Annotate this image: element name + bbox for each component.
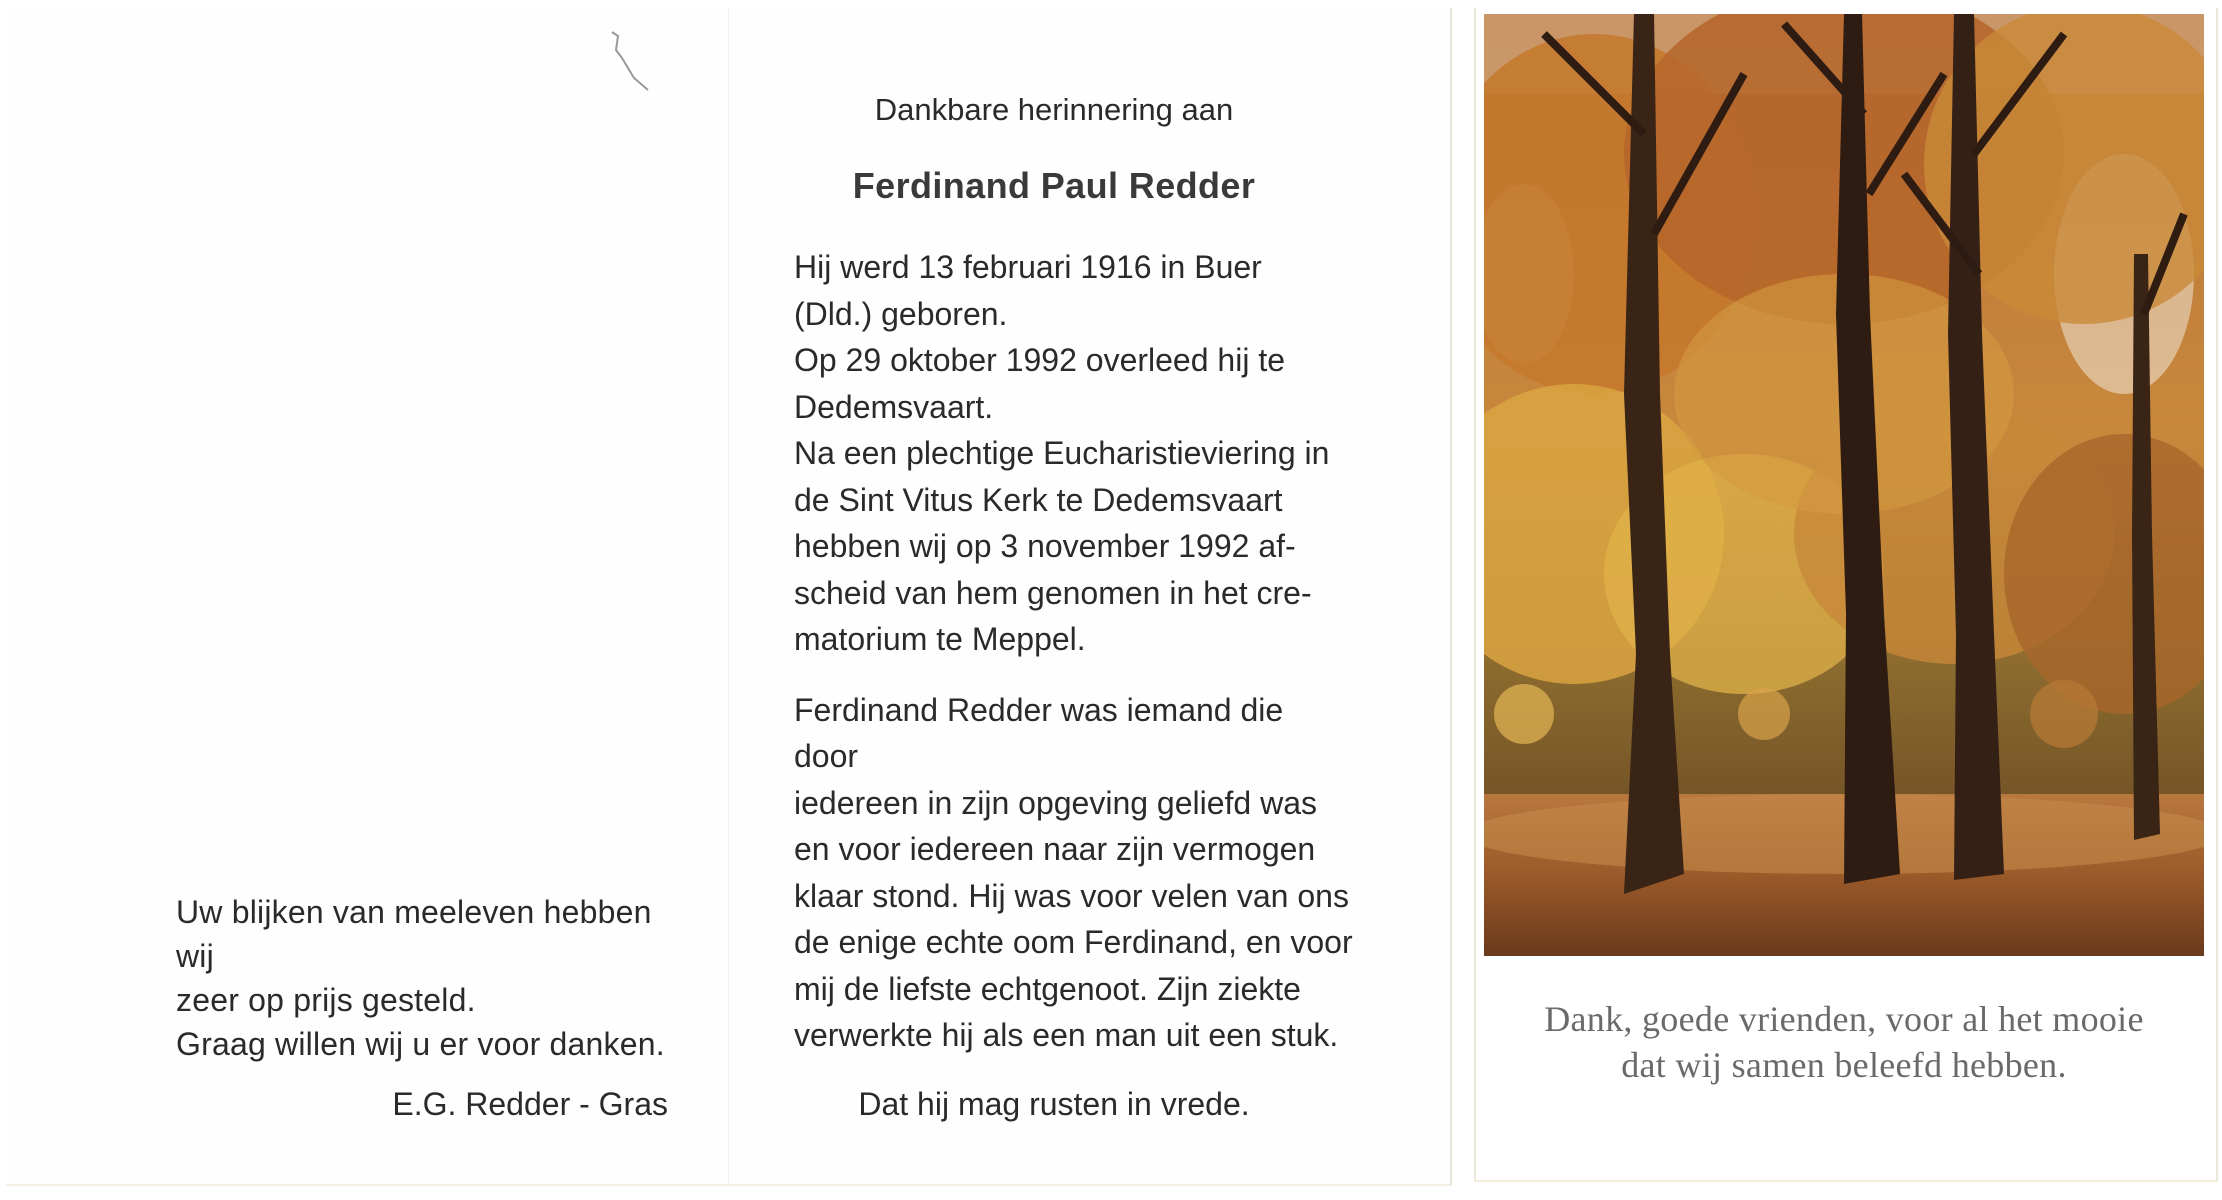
deceased-name: Ferdinand Paul Redder [852,165,1256,206]
memorial-text-panel [794,88,1354,1127]
bio-line: en voor iedereen naar zijn vermogen [794,831,1316,867]
bio-line: Hij werd 13 februari 1916 in Buer [794,249,1262,285]
memorial-card-inside [6,8,1452,1186]
signature: E.G. Redder - Gras [392,1086,668,1122]
bio-line: (Dld.) geboren. [794,295,1008,332]
bio-line: Dedemsvaart. [794,388,994,425]
bio-line: de Sint Vitus Kerk te Dedemsvaart [794,481,1283,518]
bio-line: klaar stond. Hij was voor velen van ons [794,877,1349,914]
bio-line: iedereen in zijn opgeving geliefd was [794,784,1318,821]
bio-line: hebben wij op 3 november 1992 af- [794,528,1296,564]
intro-heading: Dankbare herinnering aan [874,92,1234,127]
thank-you-message [176,890,696,1066]
message-line: Graag willen wij u er voor danken. [176,1026,665,1062]
bio-line: verwerkte hij als een man uit een stuk. [794,1017,1339,1053]
bio-line: Ferdinand Redder was iemand die door [794,691,1284,774]
quote-line: dat wij samen beleefd hebben. [1621,1045,2067,1085]
biography [794,244,1354,1059]
bio-line: de enige echte oom Ferdinand, en voor [794,924,1353,960]
bio-line: matorium te Meppel. [794,621,1086,657]
quote-line: Dank, goede vrienden, voor al het mooie [1544,999,2144,1039]
autumn-trees-photo [1484,14,2204,956]
bio-line: scheid van hem genomen in het cre- [794,574,1312,611]
thank-you-quote [1484,996,2204,1088]
fold-line [728,8,729,1184]
bio-line: mij de liefste echtgenoot. Zijn ziekte [794,970,1301,1007]
bio-line: Na een plechtige Eucharistieviering in [794,435,1330,471]
message-line: Uw blijken van meeleven hebben wij [176,894,652,974]
closing-line: Dat hij mag rusten in vrede. [858,1085,1250,1122]
message-line: zeer op prijs gesteld. [176,982,476,1018]
paper-tear-mark [604,28,654,98]
bio-line: Op 29 oktober 1992 overleed hij te [794,342,1285,378]
